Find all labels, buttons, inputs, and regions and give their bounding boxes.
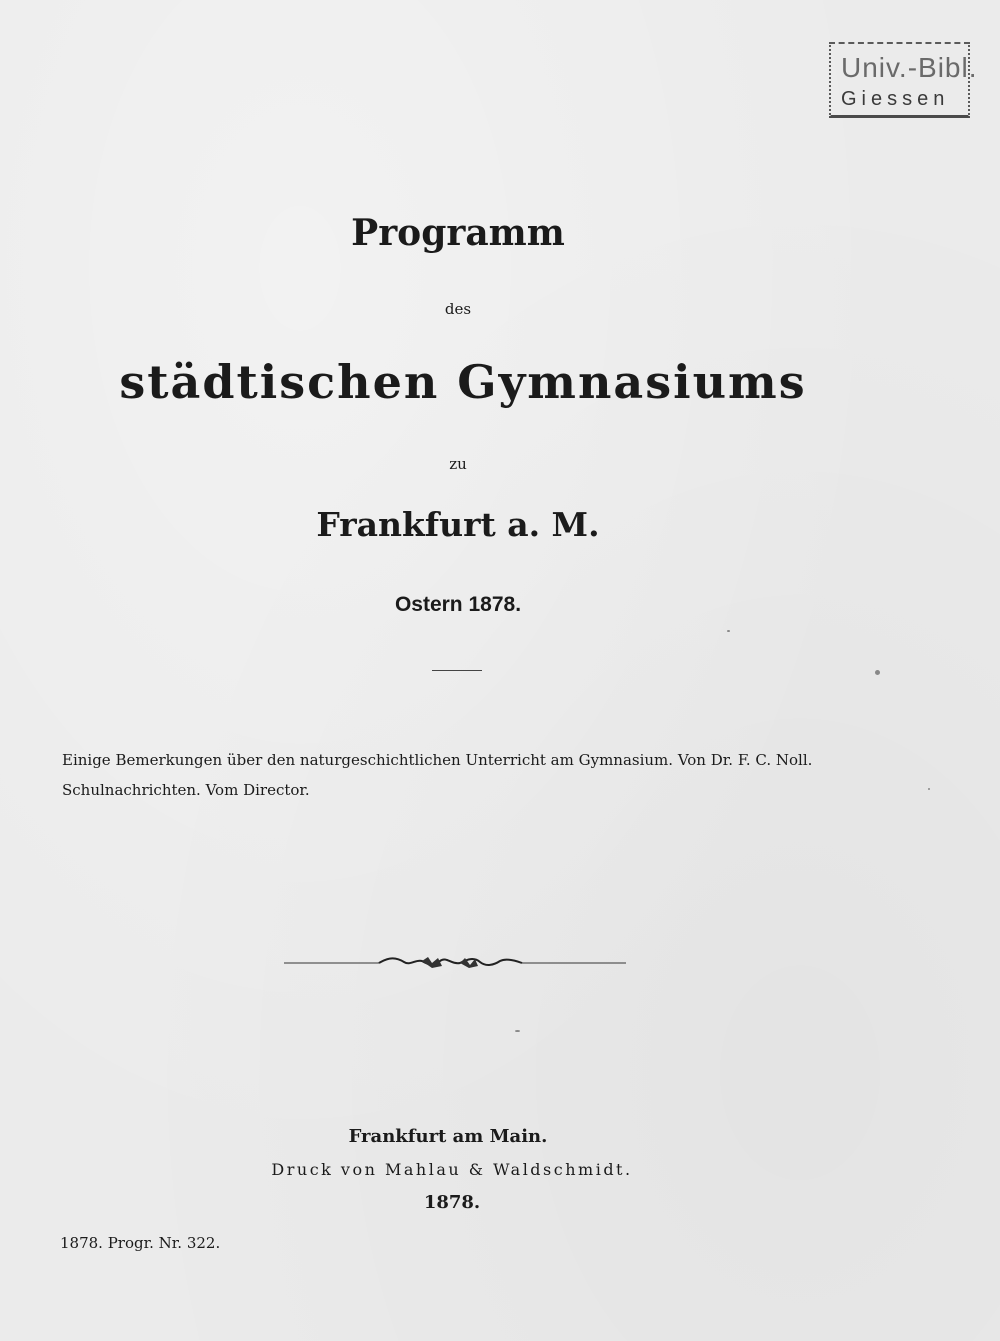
document-title: Programm bbox=[351, 212, 565, 254]
program-number: 1878. Progr. Nr. 322. bbox=[60, 1234, 221, 1252]
contents-entry: Einige Bemerkungen über den naturgeschichtlichen Unterricht am Gymnasium. Von Dr. F. C. Noll. bbox=[62, 751, 813, 769]
paper-speck bbox=[928, 788, 930, 790]
article-des: des bbox=[444, 300, 472, 318]
imprint-year: 1878. bbox=[423, 1192, 481, 1213]
paper-speck bbox=[727, 630, 730, 632]
imprint-city: Frankfurt am Main. bbox=[348, 1126, 548, 1147]
city-name: Frankfurt a. M. bbox=[316, 505, 600, 544]
contents-entry: Schulnachrichten. Vom Director. bbox=[62, 781, 310, 799]
stamp-line-2: Giessen bbox=[841, 88, 950, 110]
library-stamp bbox=[829, 42, 978, 118]
ornament-divider bbox=[284, 953, 626, 973]
divider-rule bbox=[432, 670, 482, 671]
stamp-line-1: Univ.-Bibl. bbox=[841, 52, 978, 83]
issue-date: Ostern 1878. bbox=[394, 593, 522, 616]
institution-name: städtischen Gymnasiums bbox=[119, 355, 807, 409]
table-of-contents bbox=[62, 745, 812, 805]
paper-speck bbox=[515, 1030, 520, 1032]
imprint-printer: Druck von Mahlau & Waldschmidt. bbox=[271, 1160, 633, 1179]
paper-speck bbox=[875, 670, 880, 675]
preposition-zu: zu bbox=[449, 455, 467, 473]
